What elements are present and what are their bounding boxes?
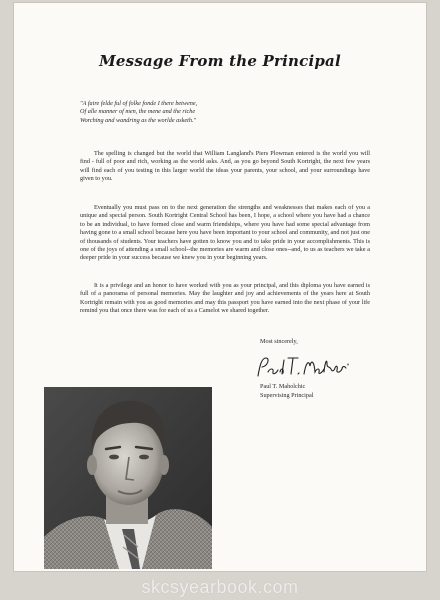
principal-portrait-photo [44, 387, 212, 569]
portrait-illustration [44, 387, 212, 569]
quote-line-3: Worching and wandring as the worlde asketh." [80, 116, 197, 124]
handwritten-signature [254, 352, 354, 382]
signer-name: Paul T. Maholchic [260, 383, 306, 390]
page-title: Message From the Principal [99, 52, 341, 70]
quote-line-1: "A faire felde ful of folke fonde I there betwene, [80, 100, 198, 107]
paragraph-2: Eventually you must pass on to the next generation the strengths and weaknesses that makes each of you a unique and special person. South Kortright Central School has been, I hope, a school where you have had a chance to be an individual, to have formed close and warm friendships, where you have had some special advantage from having gone to a small school because here you have been important to your school and community, and not just one of thousands of students. Your teachers have gotten to know you and to take pride in your accomplishments. This is one of the joys of attending a small school--the memories are warm and close ones--and, to us as teachers we take a deeper pride in your success because we knew you in your beginning years. [80, 204, 370, 262]
closing-line: Most sincerely, [260, 338, 298, 345]
paragraph-3: It is a privilege and an honor to have worked with you as your principal, and this diploma you have earned is full of a panorama of personal memories. May the laughter and joy and achievements of the years here at South Kortright remain with you as good memories and may this passport you have earned into the next phase of your life remind you that once there was for each of us a Camelot we shared together. [80, 282, 370, 315]
watermark-text: skcsyearbook.com [141, 577, 299, 597]
signer-title: Supervising Principal [260, 392, 314, 399]
paragraph-1: The spelling is changed but the world that William Langland's Piers Plowman entered is the world you will find - full of poor and rich, working as the world asks. And, as you go beyond South Kortright, the next few years will find each of you testing in this larger world the ideas your parents, your school, and your surroundings have given to you. [80, 150, 370, 183]
quote-line-2: Of alle manner of men, the mene and the riche [80, 108, 196, 116]
opening-quote [80, 100, 370, 125]
